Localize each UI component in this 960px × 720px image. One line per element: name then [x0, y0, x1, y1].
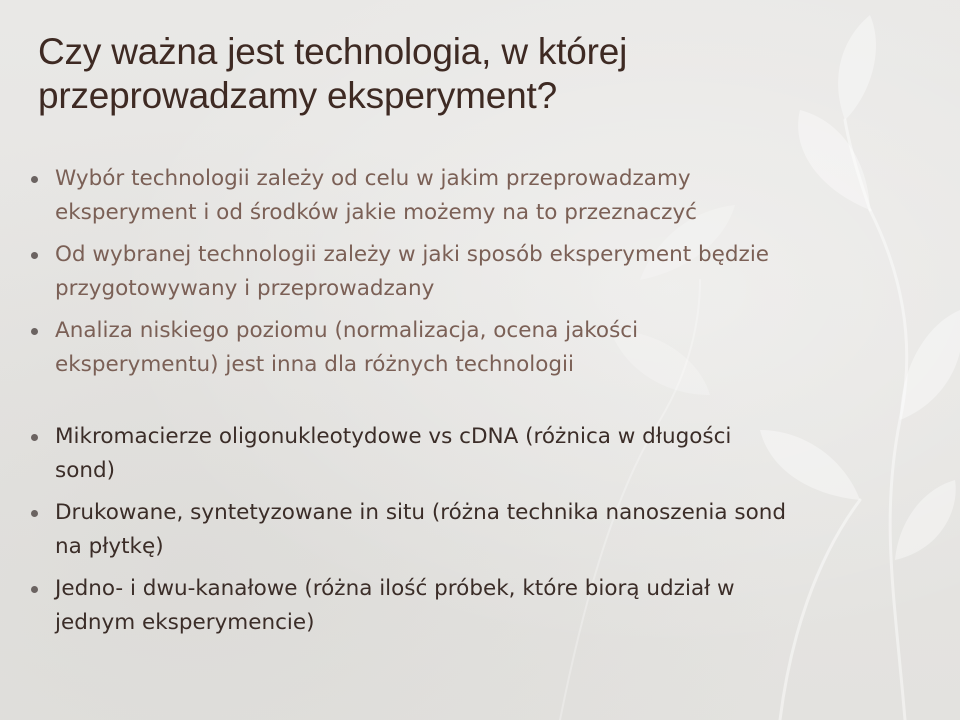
- bullet-item: [55, 162, 935, 230]
- bullet-text-line: Mikromacierze oligonukleotydowe vs cDNA (różnica w długości: [55, 424, 732, 449]
- bullet-dot-icon: [31, 434, 38, 441]
- bullet-item: [55, 572, 935, 640]
- bullet-list: [55, 162, 935, 648]
- bullet-item: [55, 496, 935, 564]
- bullet-text-line: Wybór technologii zależy od celu w jakim przeprowadzamy: [55, 166, 691, 191]
- bullet-text-line: przygotowywany i przeprowadzany: [55, 276, 435, 301]
- bullet-text-line: eksperymentu) jest inna dla różnych technologii: [55, 352, 574, 377]
- bullet-item: [55, 238, 935, 306]
- slide-title: [38, 30, 858, 118]
- slide-title-line: przeprowadzamy eksperyment?: [38, 75, 557, 116]
- bullet-text-line: Od wybranej technologii zależy w jaki sposób eksperyment będzie: [55, 242, 770, 267]
- bullet-text-line: na płytkę): [55, 534, 164, 559]
- bullet-text-line: Analiza niskiego poziomu (normalizacja, ocena jakości: [55, 318, 639, 343]
- bullet-dot-icon: [31, 252, 38, 259]
- bullet-dot-icon: [31, 328, 38, 335]
- bullet-text-line: Drukowane, syntetyzowane in situ (różna technika nanoszenia sond: [55, 500, 787, 525]
- bullet-item: [55, 420, 935, 488]
- bullet-text-line: Jedno- i dwu-kanałowe (różna ilość próbek, które biorą udział w: [55, 576, 735, 601]
- bullet-text-line: jednym eksperymencie): [55, 610, 315, 635]
- bullet-text-line: sond): [55, 458, 116, 483]
- bullet-text-line: eksperyment i od środków jakie możemy na to przeznaczyć: [55, 200, 697, 225]
- bullet-dot-icon: [31, 510, 38, 517]
- slide-title-line: Czy ważna jest technologia, w której: [38, 31, 628, 72]
- bullet-dot-icon: [31, 176, 38, 183]
- bullet-item: [55, 314, 935, 382]
- bullet-dot-icon: [31, 586, 38, 593]
